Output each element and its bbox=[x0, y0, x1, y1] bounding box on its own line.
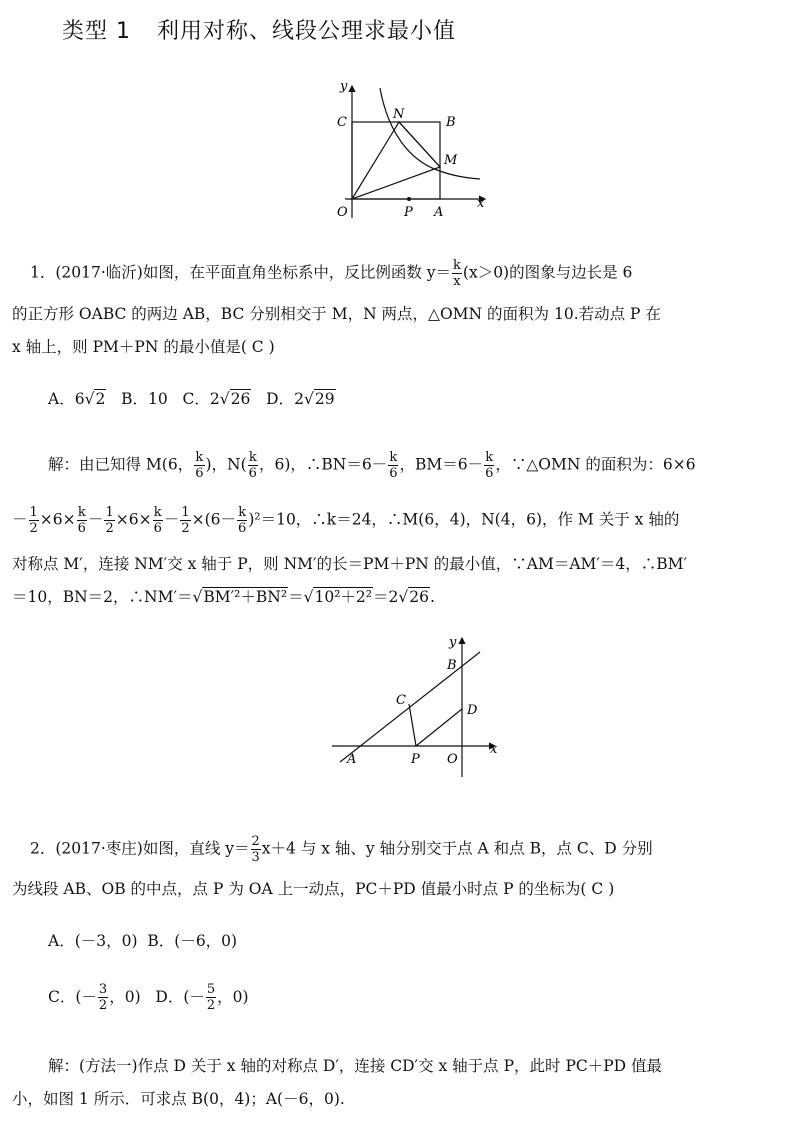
page-title bbox=[62, 14, 456, 45]
fig1-label-c: C bbox=[337, 115, 347, 130]
fig1-label-x: x bbox=[477, 196, 485, 211]
q1-option-c: C．2√26 bbox=[182, 390, 251, 408]
q2-line-2: 为线段 AB、OB 的中点，点 P 为 OA 上一动点，PC＋PD 值最小时点 P 的坐标为( C ) bbox=[12, 880, 615, 898]
title-type: 类型 1 bbox=[62, 19, 131, 44]
fig2-label-a: A bbox=[347, 752, 357, 767]
q1-options bbox=[48, 388, 336, 410]
title-text: 利用对称、线段公理求最小值 bbox=[157, 19, 457, 44]
fig1-label-p: P bbox=[404, 205, 413, 220]
figure-1 bbox=[325, 78, 495, 228]
q2-line-1: 2．(2017·枣庄)如图，直线 y＝ $\frac{2}{3}$ x＋4 与 x 轴、y 轴分别交于点 A 和点 B，点 C、D 分别 bbox=[30, 834, 653, 865]
fig2-label-y: y bbox=[449, 635, 457, 650]
s1-line-1: 解：由已知得 M(6， $\frac{k}{6}$ )，N( $\frac{k}{6}$ ，6)，∴BN＝6－ $\frac{k}{6}$ ，BM＝6－ $\frac{k}{6}$ ，∵△OMN 的面积为：6×6 bbox=[48, 450, 696, 481]
s1-line-4: ＝10，BN＝2，∴NM′＝√BM′²＋BN²＝√10²＋2²＝2√26. bbox=[12, 588, 435, 606]
q1-line-1: 1．(2017·临沂)如图，在平面直角坐标系中，反比例函数 y＝ $\frac{k}{x}$ (x＞0)的图象与边长是 6 bbox=[30, 258, 633, 289]
fig1-label-m: M bbox=[444, 153, 458, 168]
fig2-label-o: O bbox=[447, 752, 458, 767]
q2-option-c: C．(－ $\frac{3}{2}$ ，0) bbox=[48, 982, 141, 1013]
fig2-segment-pc bbox=[409, 704, 416, 746]
q1-line-3: x 轴上，则 PM＋PN 的最小值是( C ) bbox=[12, 338, 275, 356]
fig2-label-p: P bbox=[411, 752, 420, 767]
figure-2 bbox=[330, 632, 505, 782]
q2-options-cd bbox=[48, 982, 249, 1013]
fig1-point-p bbox=[407, 197, 411, 201]
fig1-label-y: y bbox=[340, 79, 348, 94]
fig2-label-b: B bbox=[447, 658, 457, 673]
q1-fraction: $\frac{k}{x}$ bbox=[453, 258, 461, 289]
fig1-label-b: B bbox=[446, 115, 456, 130]
fig2-label-x: x bbox=[490, 742, 498, 757]
fig1-label-o: O bbox=[337, 205, 348, 220]
q1-line-2: 的正方形 OABC 的两边 AB，BC 分别相交于 M，N 两点，△OMN 的面积为 10.若动点 P 在 bbox=[12, 305, 661, 323]
fig2-label-c: C bbox=[396, 693, 406, 708]
fig1-label-a: A bbox=[434, 205, 444, 220]
s2-line-1: 解：(方法一)作点 D 关于 x 轴的对称点 D′，连接 CD′交 x 轴于点 P，此时 PC＋PD 值最 bbox=[48, 1057, 663, 1075]
s1-line-2: － $\frac{1}{2}$ ×6× $\frac{k}{6}$ － $\frac{1}{2}$ ×6× $\frac{k}{6}$ － $\frac{1}{2}$ ×(6－ $\frac{k}{6}$ )²＝10，∴k＝24，∴M(6，4)，N(4，6)，作 M 关于 x 轴的 bbox=[12, 505, 680, 536]
q2-option-a: A．(－3，0) bbox=[48, 932, 138, 950]
q2-fraction: $\frac{2}{3}$ bbox=[251, 834, 260, 865]
s1-line-3: 对称点 M′，连接 NM′交 x 轴于 P，则 NM′的长＝PM＋PN 的最小值，∵AM＝AM′＝4，∴BM′ bbox=[12, 555, 688, 573]
s2-line-2: 小，如图 1 所示．可求点 B(0，4)；A(－6，0). bbox=[12, 1090, 345, 1108]
fig2-segment-pd bbox=[416, 709, 462, 746]
q2-option-b: B．(－6，0) bbox=[147, 932, 238, 950]
fig1-hyperbola bbox=[380, 88, 480, 179]
fig2-label-d: D bbox=[467, 703, 478, 718]
q1-option-d: D．2√29 bbox=[266, 390, 335, 408]
q1-option-a: A．6√2 bbox=[48, 390, 106, 408]
q2-options-ab bbox=[48, 930, 237, 952]
q2-option-d: D．(－ $\frac{5}{2}$ ，0) bbox=[155, 982, 249, 1013]
q1-option-b: B．10 bbox=[121, 390, 168, 408]
fig1-label-n: N bbox=[393, 107, 405, 122]
